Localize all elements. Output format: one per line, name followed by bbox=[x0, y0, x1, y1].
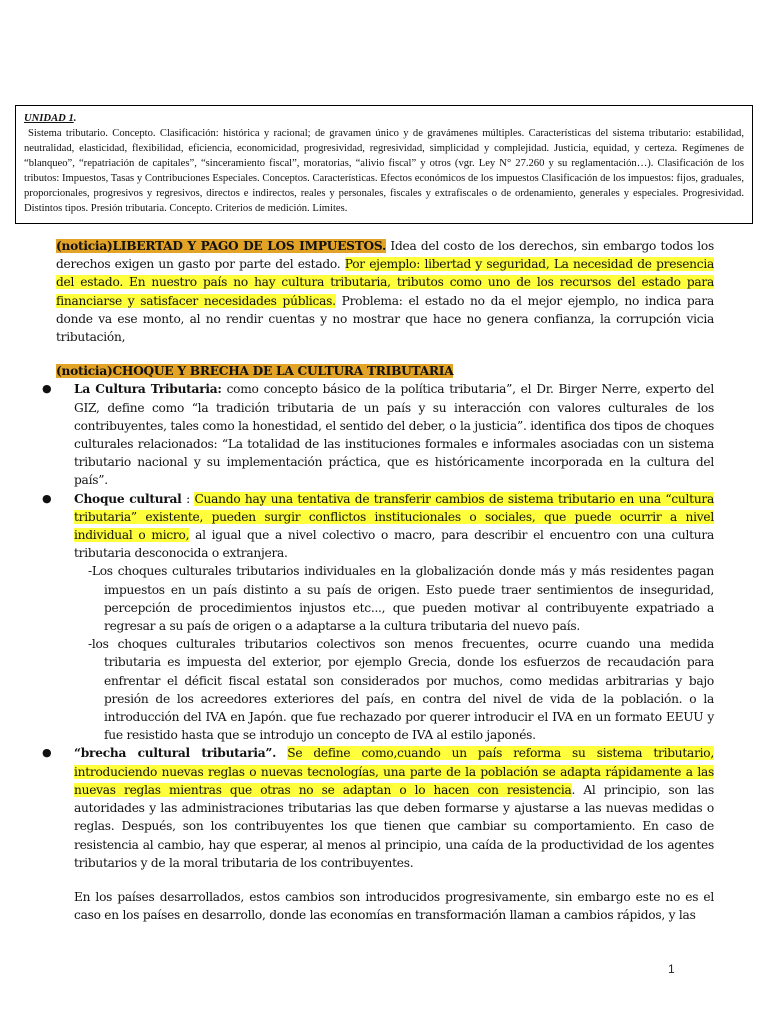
bullet-icon: ● bbox=[42, 491, 52, 505]
unit-syllabus-text: Sistema tributario. Concepto. Clasificación: histórica y racional; de gravamen único y de gravámenes múltiples. Características del sistema tributario: estabilidad, neutralidad, elasticidad, flexibilidad, eficiencia, economicidad, progresividad, regresividad, simplicidad y complejidad. Justicia, equidad, y certeza. Regímenes de “blanqueo”, “repatriación de capitales”, “sinceramiento fiscal”, moratorias, “alivio fiscal” y otros (vgr. Ley N° 27.260 y su reglamentación…). Clasificación de los tributos: Impuestos, Tasas y Contribuciones Especiales. Conceptos. Características. Efectos económicos de los impuestos Clasificación de los impuestos: fijos, graduales, proporcionales, progresivos y regresivos, directos e indirectos, reales y personales, fiscales y extrafiscales o de ordenamiento, generales y especiales. Progresividad. Distintos tipos. Presión tributaria. Concepto. Criterios de medición. Límites. bbox=[24, 128, 744, 214]
notes-content bbox=[42, 237, 715, 924]
bullet-text: . Al principio, son las autoridades y las administraciones tributarias las que deben formarse y ajustarse a las nuevas medidas o reglas. Después, son los contribuyentes los que tienen que cambiar su comportamiento. En caso de resistencia al cambio, hay que esperar, al menos al principio, una caída de la productividad de los agentes tributarios y de la moral tributaria de los contribuyentes. bbox=[74, 782, 714, 870]
unit-heading bbox=[24, 111, 744, 126]
bullet-colon: : bbox=[181, 491, 195, 506]
bullet-label: La Cultura Tributaria: bbox=[74, 382, 222, 397]
bullet-cultura-tributaria bbox=[42, 380, 714, 489]
section-libertad-highlight: Por ejemplo: libertad y seguridad, La necesidad de presencia del estado. En nuestro país no hay cultura tributaria, tributos como uno de los recursos del estado para financiarse y satisfacer necesidades públicas. bbox=[56, 257, 714, 308]
bullet-highlight: Cuando hay una tentativa de transferir cambios de sistema tributario en una “cultura tributaria” existente, pueden surgir conflictos institucionales o sociales, que puede ocurrir a nivel individual o micro, bbox=[74, 491, 715, 543]
bullet-choque-cultural bbox=[42, 490, 715, 563]
section-heading-choque: (noticia)CHOQUE Y BRECHA DE LA CULTURA TRIBUTARIA bbox=[56, 364, 454, 379]
sub-item-colectivos: -los choques culturales tributarios colectivos son menos frecuentes, ocurre cuando una medida tributaria es impuesta del exterior, por ejemplo Grecia, donde los esfuerzos de recaudación para enfrentar el déficit fiscal estatal son considerados por muchos, como medidas arbitrarias y bajo presión de los acreedores exteriores del país, en contra del nivel de vida de la población. o la introducción del IVA en Japón. que fue rechazado por querer introducir el IVA en un formato EEUU y fue resistido hasta que se introdujo un concepto de IVA al estilo japonés. bbox=[88, 637, 714, 743]
section-choque bbox=[56, 362, 714, 380]
brecha-paragraph-2: En los países desarrollados, estos cambios son introducidos progresivamente, sin embargo este no es el caso en los países en desarrollo, donde las economías en transformación llaman a cambios rápidos, y las bbox=[74, 889, 714, 923]
page-number: 1 bbox=[668, 962, 675, 976]
bullet-text: como concepto básico de la política tributaria”, el Dr. Birger Nerre, experto del GIZ, define como “la tradición tributaria de un país y su interacción con valores culturales de los contribuyentes, tales como la honestidad, el sentido del deber, o la justicia”. identifica dos tipos de choques culturales relacionados: “La totalidad de las instituciones formales e informales asociadas con un sistema tributario nacional y su implementación práctica, que es históricamente incorporada en la cultura del país”. bbox=[74, 382, 714, 488]
section-libertad bbox=[56, 237, 714, 346]
section-libertad-text-a: Idea del costo de los derechos, sin embargo todos los derechos exigen un gasto por parte del estado. bbox=[56, 239, 714, 272]
bullet-brecha-cultural bbox=[42, 744, 715, 871]
section-libertad-text-b: Problema: el estado no da el mejor ejemplo, no indica para donde va ese monto, al no rendir cuentas y no mostrar que hace no genera confianza, la corrupción vicia tributación, bbox=[56, 293, 714, 345]
section-heading-libertad: (noticia)LIBERTAD Y PAGO DE LOS IMPUESTOS. bbox=[56, 239, 387, 253]
unit-title: UNIDAD 1 bbox=[24, 113, 74, 124]
bullet-text: al igual que a nivel colectivo o macro, para describir el encuentro con una cultura tributaria desconocida o extranjera. bbox=[74, 528, 714, 561]
bullet-highlight: Se define como,cuando un país reforma su sistema tributario, introduciendo nuevas reglas o nuevas tecnologías, una parte de la población se adapta rápidamente a las nuevas reglas mientras que otras no se adaptan o lo hacen con resistencia bbox=[74, 746, 715, 797]
unit-syllabus-box bbox=[15, 105, 753, 224]
bullet-icon: ● bbox=[42, 746, 52, 760]
bullet-label: Choque cultural bbox=[74, 491, 182, 506]
sub-item-individuales: -Los choques culturales tributarios individuales en la globalización donde más y más residentes pagan impuestos en un país distinto a su país de origen. Esto puede traer sentimientos de inseguridad, percepción de procedimientos injustos etc..., que pueden motivar al contribuyente expatriado a regresar a su país de origen o a adaptarse a la cultura tributaria del nuevo país. bbox=[88, 564, 714, 634]
bullet-icon: ● bbox=[42, 382, 52, 396]
bullet-label: “brecha cultural tributaria”. bbox=[74, 746, 277, 761]
unit-title-dot: . bbox=[73, 113, 77, 124]
